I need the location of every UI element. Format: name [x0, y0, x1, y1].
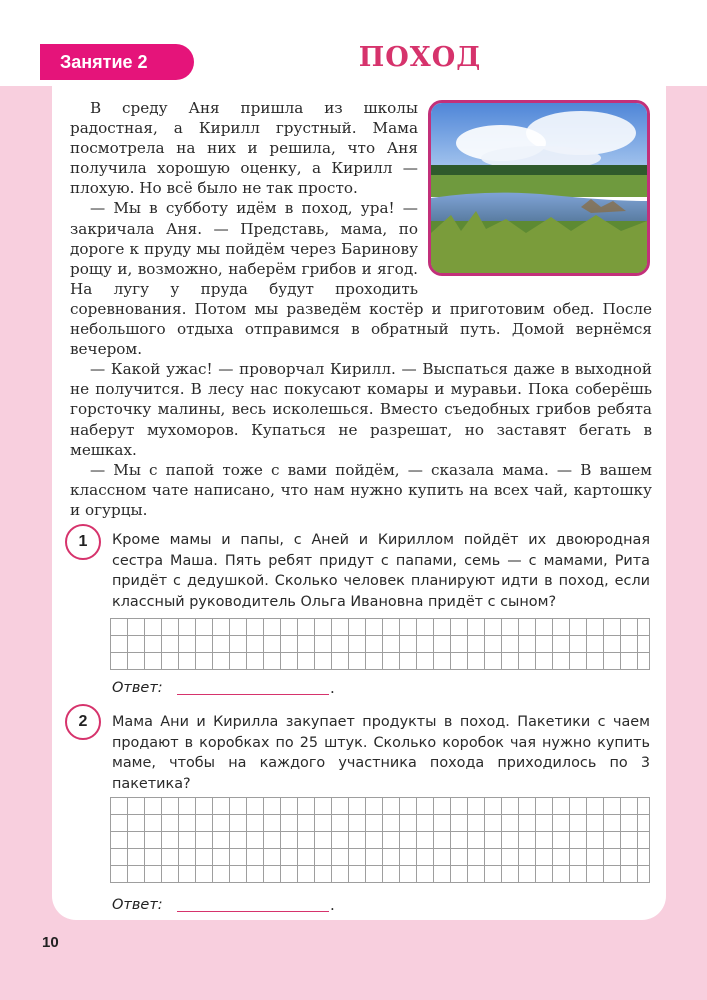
lesson-badge: Занятие 2 [40, 44, 194, 80]
page-title: ПОХОД [358, 42, 482, 73]
task-number-badge: 2 [65, 704, 101, 740]
answer-line[interactable] [177, 896, 329, 912]
answer-grid[interactable] [110, 618, 650, 670]
story-paragraph: В среду Аня пришла из школы радостная, а Кирилл грустный. Мама посмотрела на них и решила, что Аня получила хорошую оценку, а Кирилл — плохую. Но всё было не так просто. [70, 99, 418, 198]
answer-line[interactable] [177, 679, 329, 695]
answer-label: Ответ: [112, 897, 163, 913]
answer-label: Ответ: [112, 680, 163, 696]
task-question: Кроме мамы и папы, с Аней и Кириллом пойдёт их двоюродная сестра Маша. Пять ребят придут с папами, семь — с мамами, Рита придёт с дедушкой. Сколько человек планируют идти в поход, если классный руководитель Ольга Ивановна придёт с сыном? [112, 532, 650, 610]
page-number: 10 [42, 934, 59, 951]
story-paragraph: — Мы в субботу идём в поход, ура! — закричала Аня. — Представь, мама, по дороге к пруду мы пойдём через Баринову рощу и, возможно, наберём грибов и ягод. На лугу у пруда будут проходить соревнования. Потом мы разведём костёр и приготовим обед. После небольшого отдыха отправимся в обратный путь. Домой вернёмся вечером. [70, 199, 652, 359]
story-paragraph: — Мы с папой тоже с вами пойдём, — сказала мама. — В вашем классном чате написано, что нам нужно купить на всех чай, картошку и огурцы. [70, 460, 652, 519]
pond-photo [428, 100, 650, 276]
task-number-badge: 1 [65, 524, 101, 560]
answer-grid[interactable] [110, 797, 650, 883]
answer-dot: . [330, 896, 335, 914]
answer-dot: . [330, 679, 335, 697]
story-paragraph: — Какой ужас! — проворчал Кирилл. — Выспаться даже в выходной не получится. В лесу нас покусают комары и муравьи. Пока соберёшь горсточку малины, весь исколешься. Вместо съедобных грибов ребята наберут мухоморов. Купаться не разрешат, но заставят бегать в мешках. [70, 360, 652, 459]
task-question: Мама Ани и Кирилла закупает продукты в поход. Пакетики с чаем продают в коробках по 25 штук. Сколько коробок чая нужно купить маме, чтобы на каждого участника похода приходилось по 3 пакетика? [112, 714, 650, 792]
